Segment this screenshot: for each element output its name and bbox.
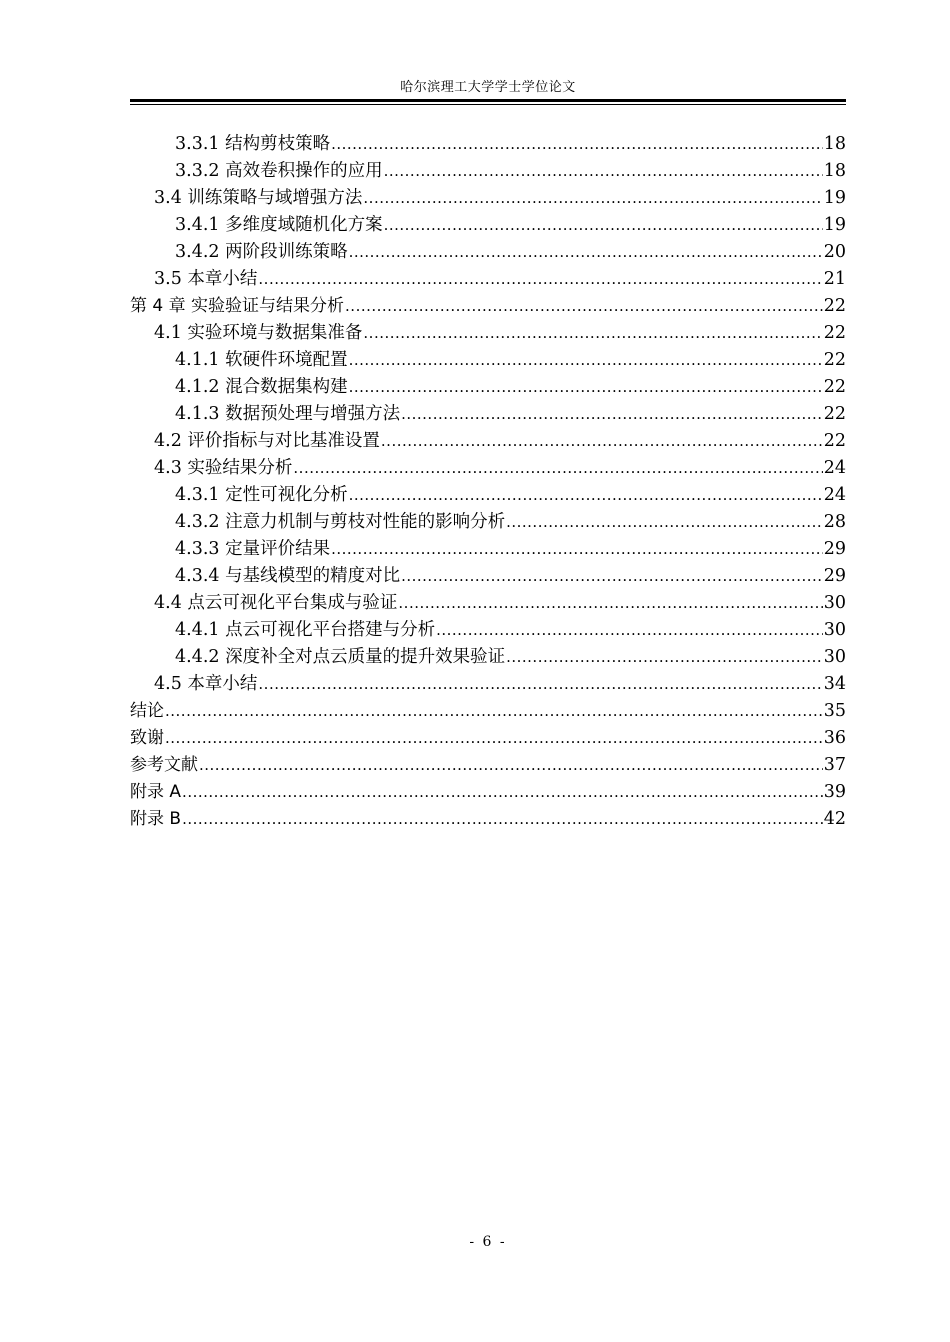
toc-entry-page: 29 <box>823 539 846 559</box>
toc-entry[interactable] <box>130 725 846 752</box>
toc-entry-page: 39 <box>823 782 846 802</box>
toc-entry-page: 37 <box>823 755 846 775</box>
toc-dot-leader <box>349 482 823 509</box>
toc-entry-page: 35 <box>823 701 846 721</box>
toc-dot-leader <box>381 428 823 455</box>
toc-dot-leader <box>506 509 823 536</box>
toc-entry-label: 4.1 实验环境与数据集准备 <box>154 323 363 343</box>
toc-dot-leader <box>349 347 823 374</box>
toc-dot-leader <box>258 671 822 698</box>
toc-entry-page: 21 <box>823 269 846 289</box>
header-rule-thick <box>130 99 846 102</box>
toc-entry[interactable] <box>130 239 846 266</box>
toc-entry[interactable] <box>130 374 846 401</box>
toc-entry-label: 结论 <box>130 701 164 721</box>
toc-entry[interactable] <box>130 563 846 590</box>
toc-entry-label: 4.1.1 软硬件环境配置 <box>175 350 348 370</box>
table-of-contents <box>130 131 846 833</box>
toc-entry[interactable] <box>130 158 846 185</box>
toc-entry-label: 4.1.3 数据预处理与增强方法 <box>175 404 401 424</box>
toc-entry-label: 致谢 <box>130 728 164 748</box>
toc-entry[interactable] <box>130 266 846 293</box>
toc-entry-label: 4.4.2 深度补全对点云质量的提升效果验证 <box>175 647 506 667</box>
toc-dot-leader <box>384 212 823 239</box>
toc-entry-label: 3.3.1 结构剪枝策略 <box>175 134 331 154</box>
toc-entry[interactable] <box>130 752 846 779</box>
toc-entry-page: 30 <box>823 593 846 613</box>
toc-entry[interactable] <box>130 536 846 563</box>
toc-dot-leader <box>363 185 822 212</box>
toc-entry[interactable] <box>130 131 846 158</box>
toc-entry-page: 18 <box>823 161 846 181</box>
toc-entry[interactable] <box>130 347 846 374</box>
toc-dot-leader <box>398 590 822 617</box>
toc-entry-page: 19 <box>823 215 846 235</box>
toc-entry[interactable] <box>130 590 846 617</box>
toc-entry-label: 4.4.1 点云可视化平台搭建与分析 <box>175 620 436 640</box>
toc-entry[interactable] <box>130 509 846 536</box>
toc-entry[interactable] <box>130 428 846 455</box>
toc-entry-page: 22 <box>823 296 846 316</box>
toc-dot-leader <box>258 266 822 293</box>
toc-entry-page: 18 <box>823 134 846 154</box>
toc-entry-page: 28 <box>823 512 846 532</box>
toc-entry-label: 3.4.2 两阶段训练策略 <box>175 242 348 262</box>
toc-entry-page: 30 <box>823 620 846 640</box>
toc-dot-leader <box>349 374 823 401</box>
toc-dot-leader <box>349 239 823 266</box>
toc-entry[interactable] <box>130 779 846 806</box>
toc-entry-page: 20 <box>823 242 846 262</box>
toc-dot-leader <box>384 158 823 185</box>
toc-entry-label: 4.3.3 定量评价结果 <box>175 539 331 559</box>
toc-dot-leader <box>182 779 823 806</box>
toc-entry-page: 22 <box>823 377 846 397</box>
toc-entry-label: 3.3.2 高效卷积操作的应用 <box>175 161 383 181</box>
toc-entry[interactable] <box>130 320 846 347</box>
toc-entry[interactable] <box>130 671 846 698</box>
toc-entry-label: 4.4 点云可视化平台集成与验证 <box>154 593 398 613</box>
toc-entry-page: 30 <box>823 647 846 667</box>
toc-dot-leader <box>199 752 823 779</box>
toc-dot-leader <box>165 698 823 725</box>
toc-entry-label: 参考文献 <box>130 755 198 775</box>
toc-entry-page: 29 <box>823 566 846 586</box>
toc-entry-page: 34 <box>823 674 846 694</box>
toc-entry-label: 4.5 本章小结 <box>154 674 258 694</box>
toc-entry-label: 附录 B <box>130 809 182 829</box>
toc-dot-leader <box>331 131 823 158</box>
toc-entry-page: 36 <box>823 728 846 748</box>
toc-entry-label: 附录 A <box>130 782 182 802</box>
toc-entry-label: 3.4 训练策略与域增强方法 <box>154 188 363 208</box>
toc-dot-leader <box>436 617 823 644</box>
toc-entry-page: 24 <box>823 458 846 478</box>
header-rule-thin <box>130 104 846 105</box>
toc-dot-leader <box>363 320 822 347</box>
toc-entry[interactable] <box>130 482 846 509</box>
toc-entry-label: 4.3.2 注意力机制与剪枝对性能的影响分析 <box>175 512 506 532</box>
toc-entry-label: 3.5 本章小结 <box>154 269 258 289</box>
toc-entry-label: 4.3 实验结果分析 <box>154 458 293 478</box>
toc-entry[interactable] <box>130 617 846 644</box>
page-header-title: 哈尔滨理工大学学士学位论文 <box>400 80 576 95</box>
toc-dot-leader <box>401 401 823 428</box>
toc-dot-leader <box>182 806 823 833</box>
toc-entry-page: 22 <box>823 404 846 424</box>
toc-entry[interactable] <box>130 212 846 239</box>
toc-entry[interactable] <box>130 698 846 725</box>
toc-dot-leader <box>293 455 822 482</box>
toc-entry[interactable] <box>130 455 846 482</box>
toc-dot-leader <box>331 536 823 563</box>
toc-entry-label: 3.4.1 多维度域随机化方案 <box>175 215 383 235</box>
page-number: - 6 - <box>469 1234 507 1250</box>
toc-dot-leader <box>345 293 823 320</box>
toc-entry[interactable] <box>130 644 846 671</box>
toc-entry-page: 19 <box>823 188 846 208</box>
toc-entry-page: 22 <box>823 431 846 451</box>
toc-entry-label: 4.3.4 与基线模型的精度对比 <box>175 566 401 586</box>
toc-dot-leader <box>165 725 823 752</box>
toc-entry-page: 42 <box>823 809 846 829</box>
toc-entry[interactable] <box>130 401 846 428</box>
toc-entry-label: 4.1.2 混合数据集构建 <box>175 377 348 397</box>
toc-dot-leader <box>401 563 823 590</box>
toc-dot-leader <box>506 644 823 671</box>
toc-entry[interactable] <box>130 806 846 833</box>
toc-entry[interactable] <box>130 293 846 320</box>
toc-entry-page: 24 <box>823 485 846 505</box>
toc-entry-label: 4.3.1 定性可视化分析 <box>175 485 348 505</box>
toc-entry-page: 22 <box>823 350 846 370</box>
toc-entry-page: 22 <box>823 323 846 343</box>
toc-entry-label: 4.2 评价指标与对比基准设置 <box>154 431 380 451</box>
toc-entry[interactable] <box>130 185 846 212</box>
toc-entry-label: 第 4 章 实验验证与结果分析 <box>130 296 345 316</box>
